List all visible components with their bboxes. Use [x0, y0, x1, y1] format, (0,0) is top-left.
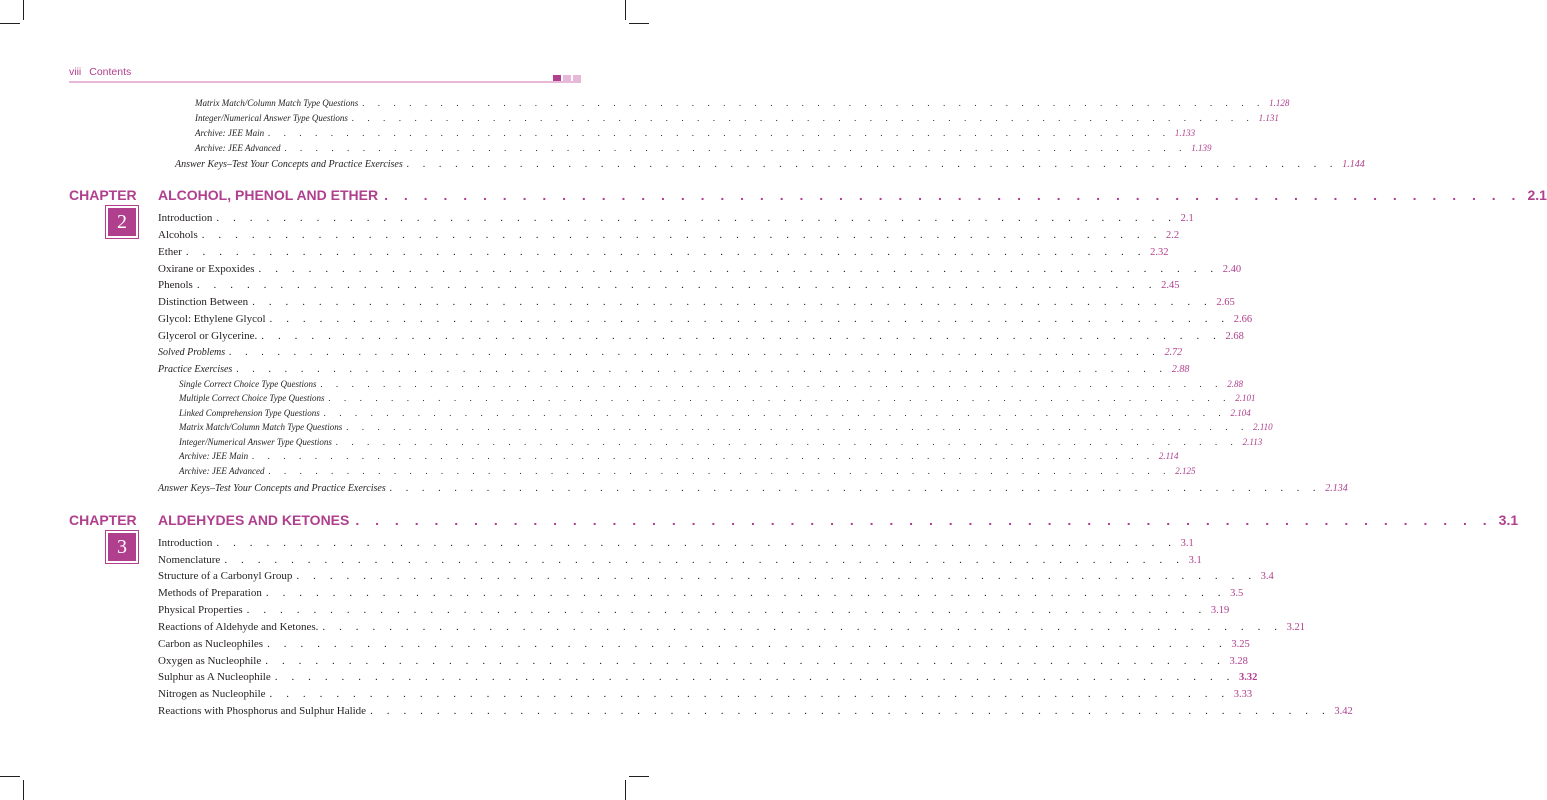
toc-entry[interactable]: Archive: JEE Main . . . . . . . . . . . . . . . . . . . . . . . . . . . . . . . . . . . . . . . . . . . . . . . . . . . . . . . . . . 2.114 [179, 451, 1179, 461]
toc-entry[interactable]: Archive: JEE Advanced . . . . . . . . . . . . . . . . . . . . . . . . . . . . . . . . . . . . . . . . . . . . . . . . . . . . . . . . . . 2.125 [179, 466, 1196, 476]
toc-entry[interactable]: Matrix Match/Column Match Type Questions . . . . . . . . . . . . . . . . . . . . . . . . . . . . . . . . . . . . . . . . . . . . . . . . . . . . . . . . . . 2.110 [179, 422, 1273, 432]
toc-entry[interactable]: Glycol: Ethylene Glycol . . . . . . . . . . . . . . . . . . . . . . . . . . . . . . . . . . . . . . . . . . . . . . . . . . . . . . . . . . 2.66 [158, 313, 1253, 325]
toc-entry[interactable]: Multiple Correct Choice Type Questions . . . . . . . . . . . . . . . . . . . . . . . . . . . . . . . . . . . . . . . . . . . . . . . . . . . . . . . . . . 2.101 [179, 393, 1256, 403]
chapter-number-badge: 2 [106, 206, 138, 238]
toc-entry[interactable]: Archive: JEE Main . . . . . . . . . . . . . . . . . . . . . . . . . . . . . . . . . . . . . . . . . . . . . . . . . . . . . . . . . . 1.133 [195, 128, 1196, 138]
toc-entry[interactable]: Answer Keys–Test Your Concepts and Practice Exercises . . . . . . . . . . . . . . . . . . . . . . . . . . . . . . . . . . . . . . . . . . . . . . . . . . . . . . . . . . 2.134 [158, 483, 1348, 494]
crop-mark-bottom-right [625, 780, 626, 800]
toc-entry[interactable]: Introduction . . . . . . . . . . . . . . . . . . . . . . . . . . . . . . . . . . . . . . . . . . . . . . . . . . . . . . . . . . 3.1 [158, 537, 1194, 549]
toc-entry[interactable]: Single Correct Choice Type Questions . . . . . . . . . . . . . . . . . . . . . . . . . . . . . . . . . . . . . . . . . . . . . . . . . . . . . . . . . . 2.88 [179, 379, 1243, 389]
crop-mark-top-left [23, 0, 24, 20]
toc-entry[interactable]: Solved Problems . . . . . . . . . . . . . . . . . . . . . . . . . . . . . . . . . . . . . . . . . . . . . . . . . . . . . . . . . . 2.72 [158, 347, 1183, 358]
toc-entry[interactable]: Phenols . . . . . . . . . . . . . . . . . . . . . . . . . . . . . . . . . . . . . . . . . . . . . . . . . . . . . . . . . . 2.45 [158, 279, 1180, 291]
toc-entry[interactable]: Integer/Numerical Answer Type Questions . . . . . . . . . . . . . . . . . . . . . . . . . . . . . . . . . . . . . . . . . . . . . . . . . . . . . . . . . . 2.113 [179, 437, 1263, 447]
toc-entry[interactable]: Integer/Numerical Answer Type Questions . . . . . . . . . . . . . . . . . . . . . . . . . . . . . . . . . . . . . . . . . . . . . . . . . . . . . . . . . . 1.131 [195, 113, 1279, 123]
toc-entry[interactable]: Nomenclature . . . . . . . . . . . . . . . . . . . . . . . . . . . . . . . . . . . . . . . . . . . . . . . . . . . . . . . . . . 3.1 [158, 554, 1202, 566]
toc-entry[interactable]: Structure of a Carbonyl Group . . . . . . . . . . . . . . . . . . . . . . . . . . . . . . . . . . . . . . . . . . . . . . . . . . . . . . . . . . 3.4 [158, 570, 1274, 582]
crop-mark-bottom-left-h [0, 776, 20, 777]
crop-mark-top-right [625, 0, 626, 20]
toc-entry[interactable]: Nitrogen as Nucleophile . . . . . . . . . . . . . . . . . . . . . . . . . . . . . . . . . . . . . . . . . . . . . . . . . . . . . . . . . . 3.33 [158, 688, 1253, 700]
toc-entry[interactable]: Carbon as Nucleophiles . . . . . . . . . . . . . . . . . . . . . . . . . . . . . . . . . . . . . . . . . . . . . . . . . . . . . . . . . . 3.25 [158, 638, 1250, 650]
toc-entry[interactable]: Distinction Between . . . . . . . . . . . . . . . . . . . . . . . . . . . . . . . . . . . . . . . . . . . . . . . . . . . . . . . . . . 2.65 [158, 296, 1235, 308]
toc-entry[interactable]: Reactions with Phosphorus and Sulphur Halide . . . . . . . . . . . . . . . . . . . . . . . . . . . . . . . . . . . . . . . . . . . . . . . . . . . . . . . . . . 3.42 [158, 705, 1353, 717]
chapter-label: CHAPTER [69, 187, 137, 203]
running-head [69, 66, 131, 78]
toc-entry[interactable]: Answer Keys–Test Your Concepts and Practice Exercises . . . . . . . . . . . . . . . . . . . . . . . . . . . . . . . . . . . . . . . . . . . . . . . . . . . . . . . . . . 1.144 [175, 159, 1365, 170]
crop-mark-top-right-h [629, 23, 649, 24]
toc-entry[interactable]: Glycerol or Glycerine. . . . . . . . . . . . . . . . . . . . . . . . . . . . . . . . . . . . . . . . . . . . . . . . . . . . . . . . . . . 2.68 [158, 330, 1244, 342]
toc-entry[interactable]: Reactions of Aldehyde and Ketones. . . . . . . . . . . . . . . . . . . . . . . . . . . . . . . . . . . . . . . . . . . . . . . . . . . . . . . . . . . 3.21 [158, 621, 1306, 633]
toc-entry[interactable]: Practice Exercises . . . . . . . . . . . . . . . . . . . . . . . . . . . . . . . . . . . . . . . . . . . . . . . . . . . . . . . . . . 2.88 [158, 364, 1190, 375]
crop-mark-top-left-h [0, 23, 20, 24]
page-number: viii [69, 66, 82, 78]
toc-entry[interactable]: Alcohols . . . . . . . . . . . . . . . . . . . . . . . . . . . . . . . . . . . . . . . . . . . . . . . . . . . . . . . . . . 2.2 [158, 229, 1180, 241]
toc-entry[interactable]: Sulphur as A Nucleophile . . . . . . . . . . . . . . . . . . . . . . . . . . . . . . . . . . . . . . . . . . . . . . . . . . . . . . . . . . 3.32 [158, 671, 1258, 683]
crop-mark-bottom-left [23, 780, 24, 800]
chapter-number-badge: 3 [106, 531, 138, 563]
chapter-title[interactable]: ALDEHYDES AND KETONES . . . . . . . . . . . . . . . . . . . . . . . . . . . . . . . . . . . . . . . . . . . . . . . . . . . . . . . . . . 3.1 [158, 512, 1519, 528]
toc-entry[interactable]: Ether . . . . . . . . . . . . . . . . . . . . . . . . . . . . . . . . . . . . . . . . . . . . . . . . . . . . . . . . . . 2.32 [158, 246, 1169, 258]
chapter-title[interactable]: ALCOHOL, PHENOL AND ETHER . . . . . . . . . . . . . . . . . . . . . . . . . . . . . . . . . . . . . . . . . . . . . . . . . . . . . . . . . . 2.1 [158, 187, 1547, 203]
chapter-label: CHAPTER [69, 512, 137, 528]
toc-entry[interactable]: Linked Comprehension Type Questions . . . . . . . . . . . . . . . . . . . . . . . . . . . . . . . . . . . . . . . . . . . . . . . . . . . . . . . . . . 2.104 [179, 408, 1251, 418]
toc-entry[interactable]: Physical Properties . . . . . . . . . . . . . . . . . . . . . . . . . . . . . . . . . . . . . . . . . . . . . . . . . . . . . . . . . . 3.19 [158, 604, 1230, 616]
crop-mark-bottom-right-h [629, 776, 649, 777]
running-head-title: Contents [89, 66, 132, 78]
toc-entry[interactable]: Oxygen as Nucleophile . . . . . . . . . . . . . . . . . . . . . . . . . . . . . . . . . . . . . . . . . . . . . . . . . . . . . . . . . . 3.28 [158, 655, 1248, 667]
header-rule [69, 81, 581, 83]
toc-entry[interactable]: Methods of Preparation . . . . . . . . . . . . . . . . . . . . . . . . . . . . . . . . . . . . . . . . . . . . . . . . . . . . . . . . . . 3.5 [158, 587, 1244, 599]
toc-entry[interactable]: Archive: JEE Advanced . . . . . . . . . . . . . . . . . . . . . . . . . . . . . . . . . . . . . . . . . . . . . . . . . . . . . . . . . . 1.139 [195, 143, 1212, 153]
toc-entry[interactable]: Oxirane or Expoxides . . . . . . . . . . . . . . . . . . . . . . . . . . . . . . . . . . . . . . . . . . . . . . . . . . . . . . . . . . 2.40 [158, 263, 1242, 275]
toc-entry[interactable]: Matrix Match/Column Match Type Questions . . . . . . . . . . . . . . . . . . . . . . . . . . . . . . . . . . . . . . . . . . . . . . . . . . . . . . . . . . 1.128 [195, 98, 1290, 108]
toc-entry[interactable]: Introduction . . . . . . . . . . . . . . . . . . . . . . . . . . . . . . . . . . . . . . . . . . . . . . . . . . . . . . . . . . 2.1 [158, 212, 1194, 224]
